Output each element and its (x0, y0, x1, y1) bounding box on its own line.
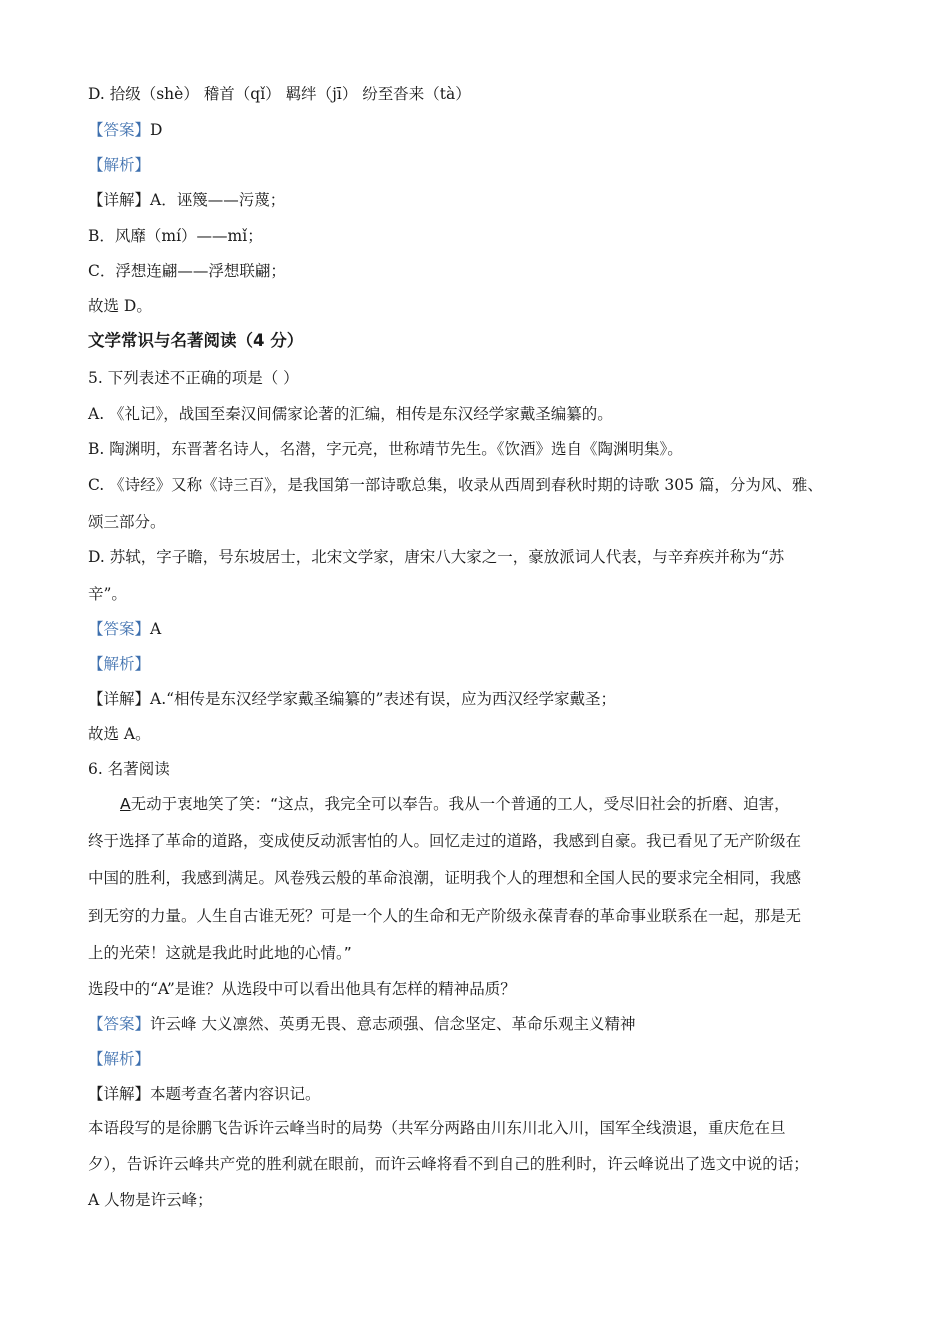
analysis-tag-3: 【解析】 (88, 1050, 151, 1068)
detail-tag: 【详解】 (88, 1085, 151, 1103)
q5-option-c-line1: C. 《诗经》又称《诗三百》，是我国第一部诗歌总集，收录从西周到春秋时期的诗歌 305 篇，分为风、雅、 (88, 476, 823, 494)
q5-option-d-line2: 辛”。 (88, 585, 127, 603)
passage-underlined-a: A (120, 795, 131, 813)
answer-tag: 【答案】 (88, 121, 151, 139)
passage-line-3: 中国的胜利，我感到满足。风卷残云般的革命浪潮，证明我个人的理想和全国人民的要求完全相同，我感 (88, 869, 802, 887)
detail-tag: 【详解】 (88, 191, 151, 209)
conclusion-line-2: 故选 A。 (88, 725, 151, 743)
answer-value: 许云峰 大义凛然、英勇无畏、意志顽强、信念坚定、革命乐观主义精神 (150, 1015, 636, 1033)
q5-option-c-line2: 颂三部分。 (88, 513, 166, 531)
analysis-tag-2: 【解析】 (88, 655, 151, 673)
answer-line-3 (88, 1014, 635, 1034)
detail-text: 本题考查名著内容识记。 (150, 1085, 321, 1103)
question-6: 6. 名著阅读 (88, 760, 170, 778)
detail-3-line-1: 本语段写的是徐鹏飞告诉许云峰当时的局势（共军分两路由川东川北入川，国军全线溃退，重庆危在旦 (88, 1119, 786, 1137)
conclusion-line-1: 故选 D。 (88, 297, 152, 315)
analysis-tag-1: 【解析】 (88, 156, 151, 174)
detail-3-line-2: 夕），告诉许云峰共产党的胜利就在眼前，而许云峰将看不到自己的胜利时，许云峰说出了选文中说的话； (88, 1155, 809, 1173)
passage-line-1 (120, 794, 790, 814)
q5-option-b: B. 陶渊明，东晋著名诗人，名潜，字元亮，世称靖节先生。《饮酒》选自《陶渊明集》。 (88, 440, 683, 458)
passage-line-5: 上的光荣！这就是我此时此地的心情。” (88, 944, 352, 962)
section-title: 文学常识与名著阅读（4 分） (88, 331, 304, 350)
answer-value: A (150, 620, 162, 638)
answer-tag: 【答案】 (88, 1015, 151, 1033)
passage-line-4: 到无穷的力量。人生自古谁无死？可是一个人的生命和无产阶级永葆青春的革命事业联系在一起，那是无 (88, 907, 802, 925)
detail-line-1 (88, 190, 285, 210)
detail-text: A.“相传是东汉经学家戴圣编纂的”表述有误，应为西汉经学家戴圣； (150, 690, 616, 708)
q5-option-d-line1: D. 苏轼，字子瞻，号东坡居士，北宋文学家，唐宋八大家之一，豪放派词人代表，与辛弃疾并称为“苏 (88, 548, 785, 566)
q6-question: 选段中的“A”是谁？从选段中可以看出他具有怎样的精神品质？ (88, 980, 516, 998)
answer-value: D (150, 121, 163, 139)
question-5: 5. 下列表述不正确的项是（ ） (88, 369, 299, 387)
answer-tag: 【答案】 (88, 620, 151, 638)
detail-line-3 (88, 1084, 321, 1104)
detail-c-line: C．浮想连翩——浮想联翩； (88, 262, 286, 280)
detail-tag: 【详解】 (88, 690, 151, 708)
detail-3-line-3: A 人物是许云峰； (88, 1191, 213, 1209)
answer-line-1 (88, 120, 162, 140)
answer-line-2 (88, 619, 161, 639)
passage-line-2: 终于选择了革命的道路，变成使反动派害怕的人。回忆走过的道路，我感到自豪。我已看见了无产阶级在 (88, 832, 802, 850)
option-d-line: D. 拾级（shè） 稽首（qǐ） 羁绊（jī） 纷至沓来（tà） (88, 85, 471, 103)
passage-text: 无动于衷地笑了笑：“这点，我完全可以奉告。我从一个普通的工人，受尽旧社会的折磨、迫害， (130, 795, 790, 813)
detail-text: A．诬篾——污蔑； (150, 191, 286, 209)
q5-option-a: A. 《礼记》，战国至秦汉间儒家论著的汇编，相传是东汉经学家戴圣编纂的。 (88, 405, 613, 423)
detail-line-2 (88, 689, 616, 709)
detail-b-line: B．风靡（mí）——mǐ； (88, 227, 263, 245)
